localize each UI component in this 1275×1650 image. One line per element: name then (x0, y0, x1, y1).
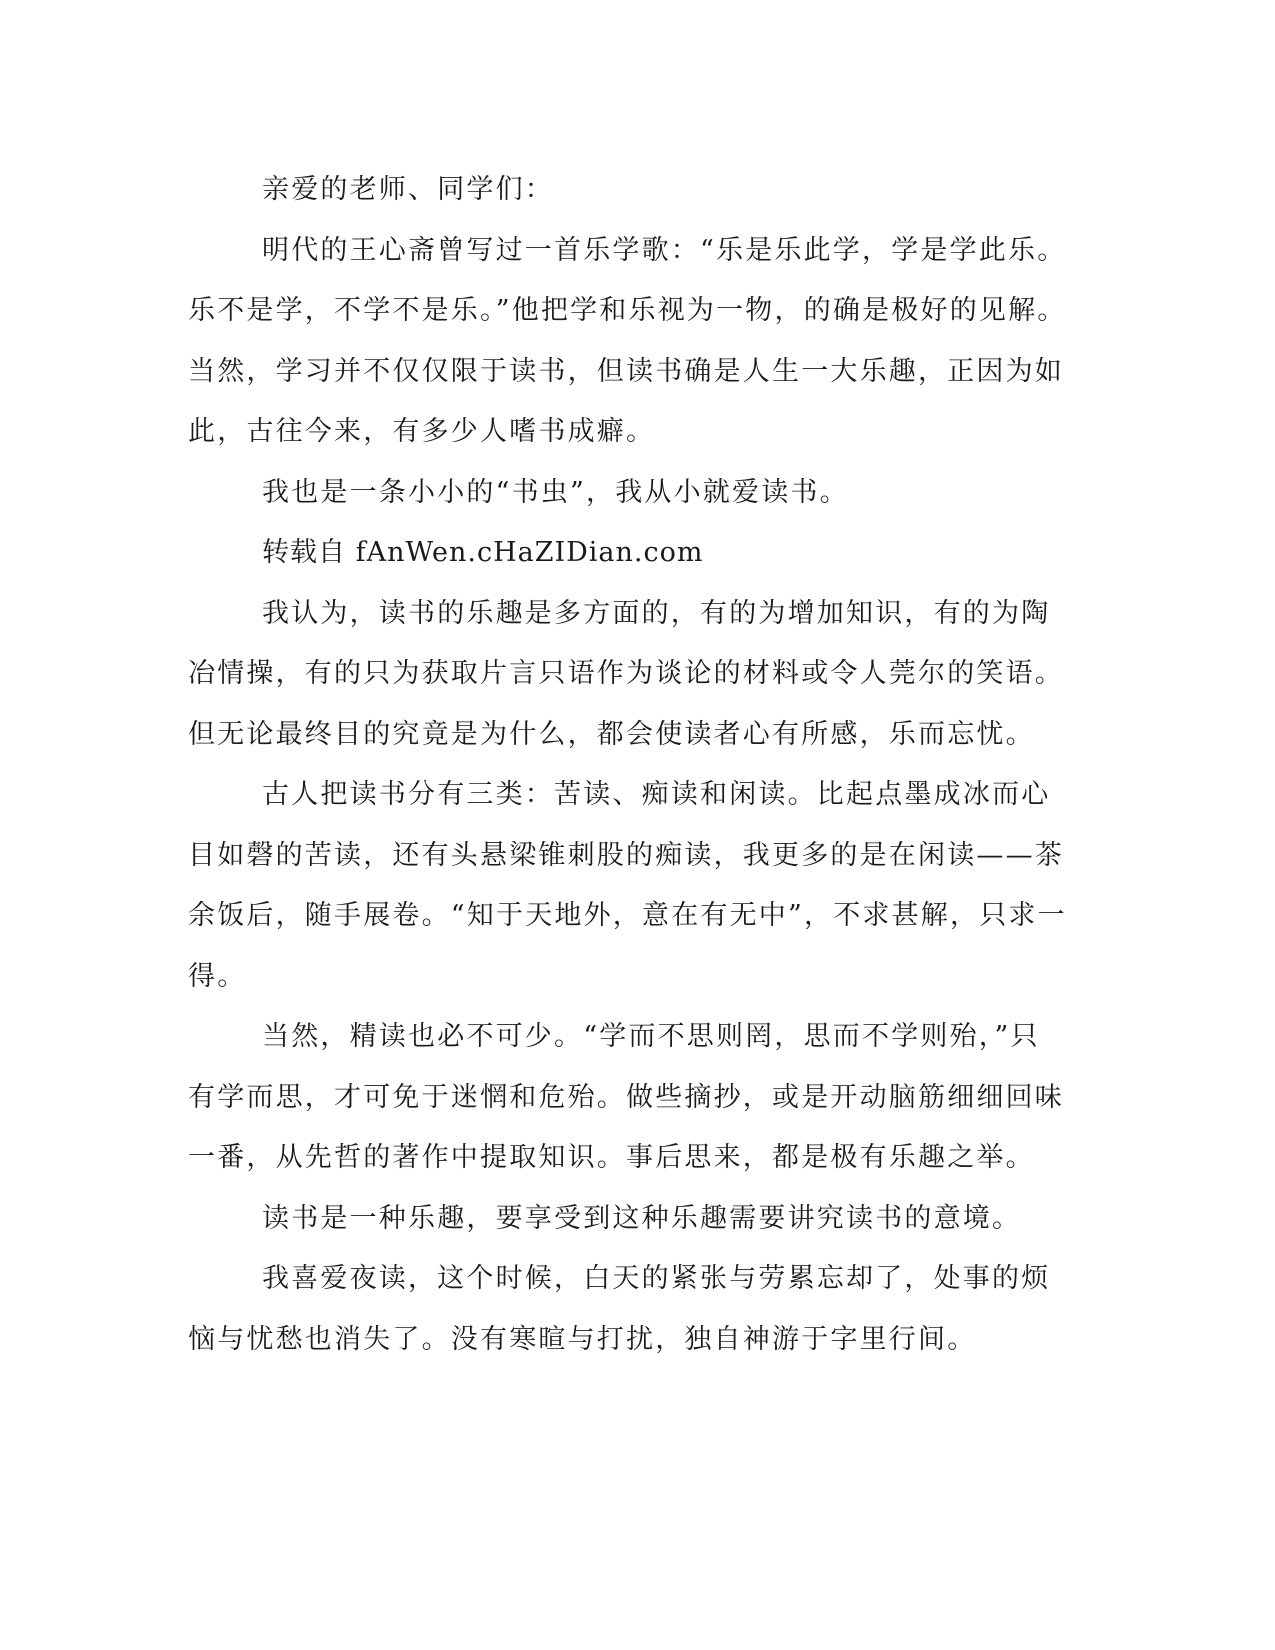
paragraph-bookworm: 我也是一条小小的“书虫”，我从小就爱读书。 (262, 476, 849, 508)
paragraph-salutation: 亲爱的老师、同学们： (262, 174, 554, 205)
source-attribution: 转载自 fAnWen.cHaZIDian.com (262, 537, 704, 568)
paragraph-reading-mood: 读书是一种乐趣，要享受到这种乐趣需要讲究读书的意境。 (262, 1202, 1022, 1234)
speech-body (188, 160, 1068, 1370)
paragraph-wang-xinzhai: 明代的王心斋曾写过一首乐学歌：“乐是乐此学，学是学此乐。乐不是学，不学不是乐。”他把学和乐视为一物，的确是极好的见解。当然，学习并不仅仅限于读书，但读书确是人生一大乐趣，正因为如此，古往今来，有多少人嗜书成癖。 (188, 234, 1067, 447)
paragraph-night-reading: 我喜爱夜读，这个时候，白天的紧张与劳累忘却了，处事的烦恼与忧愁也消失了。没有寒暄与打扰，独自神游于字里行间。 (188, 1263, 1051, 1355)
paragraph-three-kinds: 古人把读书分有三类：苦读、痴读和闲读。比起点墨成冰而心目如磬的苦读，还有头悬梁锥刺股的痴读，我更多的是在闲读——茶余饭后，随手展卷。“知于天地外，意在有无中”，不求甚解，只求一得。 (188, 779, 1067, 992)
paragraph-intensive-reading: 当然，精读也必不可少。“学而不思则罔，思而不学则殆，”只有学而思，才可免于迷惘和危殆。做些摘抄，或是开动脑筋细细回味一番，从先哲的著作中提取知识。事后思来，都是极有乐趣之举。 (188, 1021, 1064, 1173)
paragraph-joy-of-reading: 我认为，读书的乐趣是多方面的，有的为增加知识，有的为陶冶情操，有的只为获取片言只语作为谈论的材料或令人莞尔的笑语。但无论最终目的究竟是为什么，都会使读者心有所感，乐而忘忧。 (188, 597, 1064, 750)
